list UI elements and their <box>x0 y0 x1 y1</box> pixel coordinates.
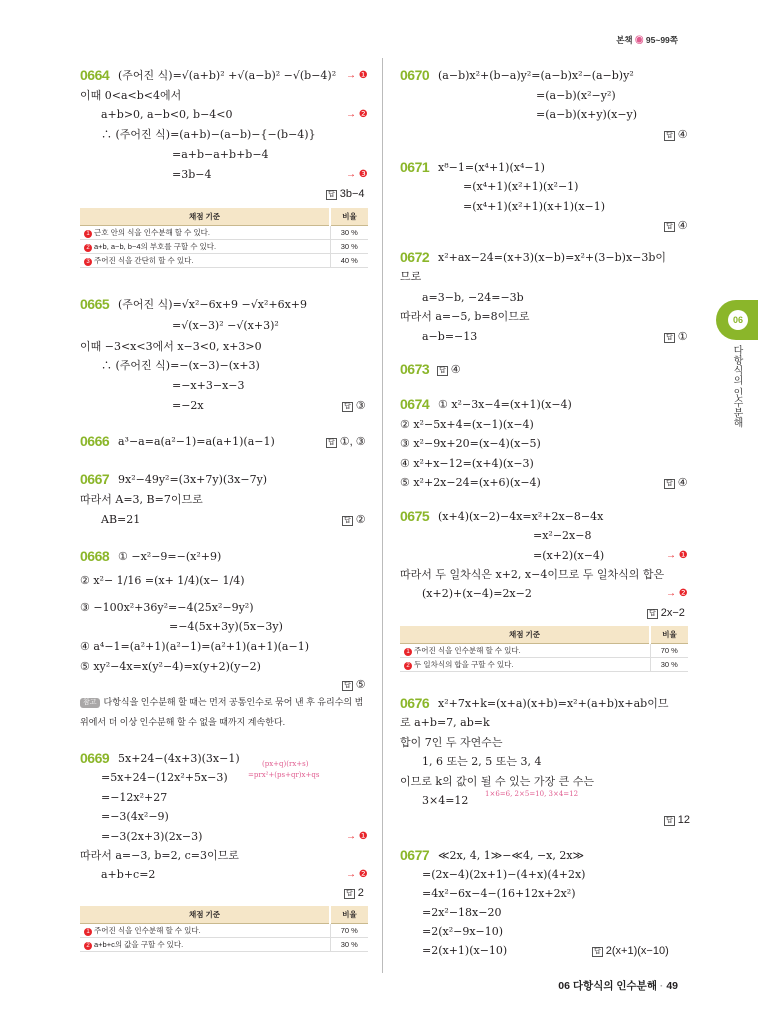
solution-line: ⑤ xy²−4x=x(y²−4)=x(y+2)(y−2) <box>80 660 261 673</box>
solution-line: =5x+24−(12x²+5x−3) <box>101 771 228 784</box>
solution-line: =−12x²+27 <box>101 791 168 804</box>
table-row: 3 주어진 식을 간단히 할 수 있다. 40 % <box>80 253 368 267</box>
solution-line: =2(x+1)(x−10) <box>422 944 508 957</box>
solution-line: =(2x−4)(2x+1)−(4+x)(4+2x) <box>422 868 586 881</box>
problem-number: 0667 <box>80 471 110 487</box>
table-header: 비율 <box>650 626 688 643</box>
solution-line: a=3−b, −24=−3b <box>422 291 524 304</box>
step-marker: → ❷ <box>666 588 688 599</box>
solution-line: 이때 −3<x<3에서 x−3<0, x+3>0 <box>80 340 262 353</box>
problem-number: 0669 <box>80 750 110 766</box>
answer: 답 ①, ③ <box>328 436 366 448</box>
solution-line: =a+b−a+b+b−4 <box>172 148 269 161</box>
answer: 답 2 <box>346 887 364 899</box>
solution-line: =x²−2x−8 <box>533 529 592 542</box>
solution-line: ④ x²+x−12=(x+4)(x−3) <box>400 457 534 470</box>
table-row: 2 a+b+c의 값을 구할 수 있다. 30 % <box>80 937 368 951</box>
answer-box-icon: 답 <box>649 610 656 617</box>
answer: 답 ③ <box>344 400 366 412</box>
header-prefix: 본책 <box>616 35 633 45</box>
answer-box-icon: 답 <box>666 334 673 341</box>
solution-line: ∴ (주어진 식)=(a+b)−(a−b)−{−(b−4)} <box>101 128 316 141</box>
note-text: 다항식을 인수분해 할 때는 먼저 공통인수로 묶어 낸 후 유리수의 범위에서 더 이상 인수분해 할 수 없을 때까지 계속한다. <box>80 697 364 727</box>
solution-line: =(a−b)(x²−y²) <box>536 89 616 102</box>
solution-line: ∴ (주어진 식)=−(x−3)−(x+3) <box>101 359 260 372</box>
solution-line: 1, 6 또는 2, 5 또는 3, 4 <box>422 755 542 768</box>
step-marker: → ❸ <box>346 169 368 180</box>
step-marker: → ❶ <box>346 70 368 81</box>
answer: 답 ① <box>666 331 688 343</box>
solution-line: 따라서 두 일차식은 x+2, x−4이므로 두 일차식의 합은 <box>400 568 665 581</box>
answer-box-icon: 답 <box>666 223 673 230</box>
column-divider <box>382 58 383 973</box>
solution-line: (주어진 식)=√x²−6x+9 −√x²+6x+9 <box>118 298 308 311</box>
problem-number: 0676 <box>400 695 430 711</box>
page-footer: 06 다항식의 인수분해 · 49 <box>558 980 678 992</box>
problem-number: 0677 <box>400 847 430 863</box>
solution-line: =√(x−3)² −√(x+3)² <box>172 319 279 332</box>
solution-line: =−3(4x²−9) <box>101 810 169 823</box>
footer-chapter: 06 <box>558 980 570 992</box>
solution-line: x²+ax−24=(x+3)(x−b)=x²+(3−b)x−3b이 <box>438 251 667 264</box>
table-header: 채점 기준 <box>400 626 650 643</box>
reference-note <box>80 692 370 732</box>
solution-line: 이때 0<a<b<4에서 <box>80 89 182 102</box>
answer: 답 ④ <box>666 477 688 489</box>
answer-box-icon: 답 <box>328 439 335 446</box>
answer: 답 12 <box>666 814 691 826</box>
answer-box-icon: 답 <box>344 403 351 410</box>
answer-box-icon: 답 <box>344 682 351 689</box>
hint-annotation: (px+q)(rx+s) <box>262 760 309 768</box>
footer-page-number: 49 <box>666 980 678 992</box>
answer-box-icon: 답 <box>594 948 601 955</box>
problem-number: 0673 <box>400 361 430 377</box>
solution-line: ③ x²−9x+20=(x−4)(x−5) <box>400 437 541 450</box>
grading-table <box>80 208 368 268</box>
solution-line: 따라서 a=−5, b=8이므로 <box>400 310 530 323</box>
footer-title: 다항식의 인수분해 <box>572 980 657 992</box>
solution-line: 3×4=12 <box>422 794 469 807</box>
solution-line: a+b>0, a−b<0, b−4<0 <box>101 108 233 121</box>
solution-line: x⁸−1=(x⁴+1)(x⁴−1) <box>438 161 545 174</box>
problem-number: 0670 <box>400 67 430 83</box>
solution-line: x²+7x+k=(x+a)(x+b)=x²+(a+b)x+ab이므 <box>438 697 669 710</box>
answer-box-icon: 답 <box>666 480 673 487</box>
problem-number: 0675 <box>400 508 430 524</box>
answer: 답 ④ <box>666 220 688 232</box>
solution-line: ② x²−5x+4=(x−1)(x−4) <box>400 418 534 431</box>
step-marker: → ❶ <box>346 831 368 842</box>
solution-line: ② x²− 1/16 =(x+ 1/4)(x− 1/4) <box>80 574 245 587</box>
solution-line: (x+4)(x−2)−4x=x²+2x−8−4x <box>438 510 604 523</box>
solution-line: 므로 <box>400 270 422 283</box>
solution-line: =(a−b)(x+y)(x−y) <box>536 108 638 121</box>
answer-box-icon: 답 <box>344 517 351 524</box>
answer: 답 ④ <box>666 129 688 141</box>
answer: 답 ④ <box>439 364 461 376</box>
answer-box-icon: 답 <box>346 890 353 897</box>
note-tag: 참고 <box>80 698 100 708</box>
solution-line: 합이 7인 두 자연수는 <box>400 736 503 749</box>
solution-line: a−b=−13 <box>422 330 478 343</box>
table-header: 채점 기준 <box>80 906 330 923</box>
problem-number: 0666 <box>80 433 110 449</box>
solution-line: (x+2)+(x−4)=2x−2 <box>422 587 532 600</box>
header-dot-icon: ◉ <box>635 35 644 45</box>
table-row: 1 주어진 식을 인수분해 할 수 있다. 70 % <box>400 643 688 657</box>
solution-line: AB=21 <box>101 513 141 526</box>
chapter-tab-number: 06 <box>728 310 748 330</box>
hint-annotation: 1×6=6, 2×5=10, 3×4=12 <box>485 790 579 798</box>
solution-line: =−3(2x+3)(2x−3) <box>101 830 203 843</box>
grading-table <box>400 626 688 672</box>
solution-line: (주어진 식)=√(a+b)² +√(a−b)² −√(b−4)² <box>118 69 337 82</box>
answer-box-icon: 답 <box>439 367 446 374</box>
step-marker: → ❷ <box>346 869 368 880</box>
solution-line: (a−b)x²+(b−a)y²=(a−b)x²−(a−b)y² <box>438 69 634 82</box>
solution-line: 로 a+b=7, ab=k <box>400 716 490 729</box>
answer: 답 2(x+1)(x−10) <box>594 945 669 957</box>
table-row: 2 a+b, a−b, b−4의 부호를 구할 수 있다. 30 % <box>80 239 368 253</box>
table-header: 비율 <box>330 208 368 225</box>
solution-line: =−4(5x+3y)(5x−3y) <box>169 620 283 633</box>
solution-line: 따라서 A=3, B=7이므로 <box>80 493 203 506</box>
solution-line: =−2x <box>172 399 204 412</box>
solution-line: =3b−4 <box>172 168 212 181</box>
answer: 답 3b−4 <box>328 188 365 200</box>
header-range: 95~99쪽 <box>645 35 678 45</box>
solution-line: 이므로 k의 값이 될 수 있는 가장 큰 수는 <box>400 775 595 788</box>
solution-line: a³−a=a(a²−1)=a(a+1)(a−1) <box>118 435 275 448</box>
page-header <box>616 34 678 46</box>
answer-box-icon: 답 <box>666 132 673 139</box>
solution-line: 따라서 a=−3, b=2, c=3이므로 <box>80 849 239 862</box>
solution-line: =(x⁴+1)(x²+1)(x+1)(x−1) <box>463 200 606 213</box>
solution-line: ④ a⁴−1=(a²+1)(a²−1)=(a²+1)(a+1)(a−1) <box>80 640 309 653</box>
problem-number: 0664 <box>80 67 110 83</box>
answer: 답 ② <box>344 514 366 526</box>
solution-line: 5x+24−(4x+3)(3x−1) <box>118 752 240 765</box>
chapter-tab-label: 다항식의 인수분해 <box>731 345 742 428</box>
chapter-tab <box>716 300 758 340</box>
table-header: 비율 <box>330 906 368 923</box>
problem-number: 0668 <box>80 548 110 564</box>
step-marker: → ❶ <box>666 550 688 561</box>
solution-line: ③ −100x²+36y²=−4(25x²−9y²) <box>80 601 254 614</box>
solution-line: 9x²−49y²=(3x+7y)(3x−7y) <box>118 473 268 486</box>
problem-number: 0671 <box>400 159 430 175</box>
answer-box-icon: 답 <box>666 817 673 824</box>
problem-number: 0665 <box>80 296 110 312</box>
table-header: 채점 기준 <box>80 208 330 225</box>
problem-number: 0672 <box>400 249 430 265</box>
solution-line: ① x²−3x−4=(x+1)(x−4) <box>438 398 572 411</box>
table-row: 1 근호 안의 식을 인수분해 할 수 있다. 30 % <box>80 225 368 239</box>
grading-table <box>80 906 368 952</box>
solution-line: ≪2x, 4, 1≫−≪4, −x, 2x≫ <box>438 849 585 862</box>
solution-line: =2(x²−9x−10) <box>422 925 504 938</box>
solution-line: =(x+2)(x−4) <box>533 549 605 562</box>
table-row: 2 두 일차식의 합을 구할 수 있다. 30 % <box>400 657 688 671</box>
answer-box-icon: 답 <box>328 191 335 198</box>
solution-line: =2x²−18x−20 <box>422 906 502 919</box>
answer: 답 2x−2 <box>649 607 685 619</box>
answer: 답 ⑤ <box>344 679 366 691</box>
solution-line: a+b+c=2 <box>101 868 156 881</box>
solution-line: ① −x²−9=−(x²+9) <box>118 550 222 563</box>
solution-line: ⑤ x²+2x−24=(x+6)(x−4) <box>400 476 541 489</box>
solution-line: =(x⁴+1)(x²+1)(x²−1) <box>463 180 579 193</box>
solution-line: =−x+3−x−3 <box>172 379 245 392</box>
step-marker: → ❷ <box>346 109 368 120</box>
hint-annotation: =prx²+(ps+qr)x+qs <box>248 771 320 779</box>
solution-line: =4x²−6x−4−(16+12x+2x²) <box>422 887 576 900</box>
table-row: 1 주어진 식을 인수분해 할 수 있다. 70 % <box>80 923 368 937</box>
problem-number: 0674 <box>400 396 430 412</box>
